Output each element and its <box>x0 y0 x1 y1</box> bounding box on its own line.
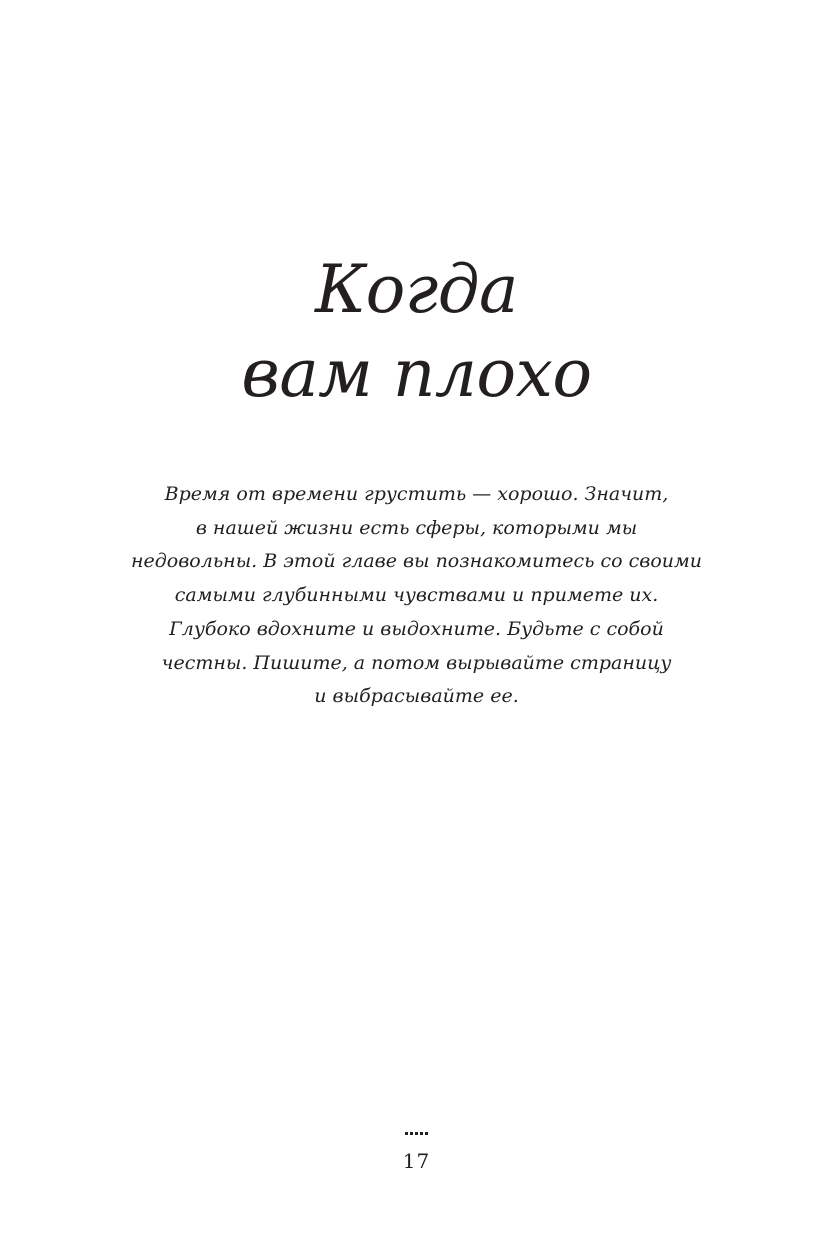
intro-line: честны. Пишите, а потом вырывайте страницу <box>161 651 672 674</box>
intro-line: Время от времени грустить — хорошо. Значит, <box>164 483 669 505</box>
chapter-intro <box>0 478 833 714</box>
intro-line: и выбрасывайте ее. <box>314 685 519 708</box>
chapter-title-line: Когда <box>315 251 518 328</box>
intro-line: Глубоко вдохните и выдохните. Будьте с собой <box>169 617 664 640</box>
intro-line: самыми глубинными чувствами и примете их. <box>174 584 659 607</box>
intro-line: недовольны. В этой главе вы познакомитесь со своими <box>131 550 702 573</box>
dots-ornament-icon <box>404 1132 429 1135</box>
page-footer <box>0 1120 833 1173</box>
chapter-title <box>0 248 833 416</box>
chapter-title-line: вам плохо <box>241 335 592 412</box>
page-number: 17 <box>402 1149 431 1173</box>
intro-line: в нашей жизни есть сферы, которыми мы <box>195 516 638 539</box>
